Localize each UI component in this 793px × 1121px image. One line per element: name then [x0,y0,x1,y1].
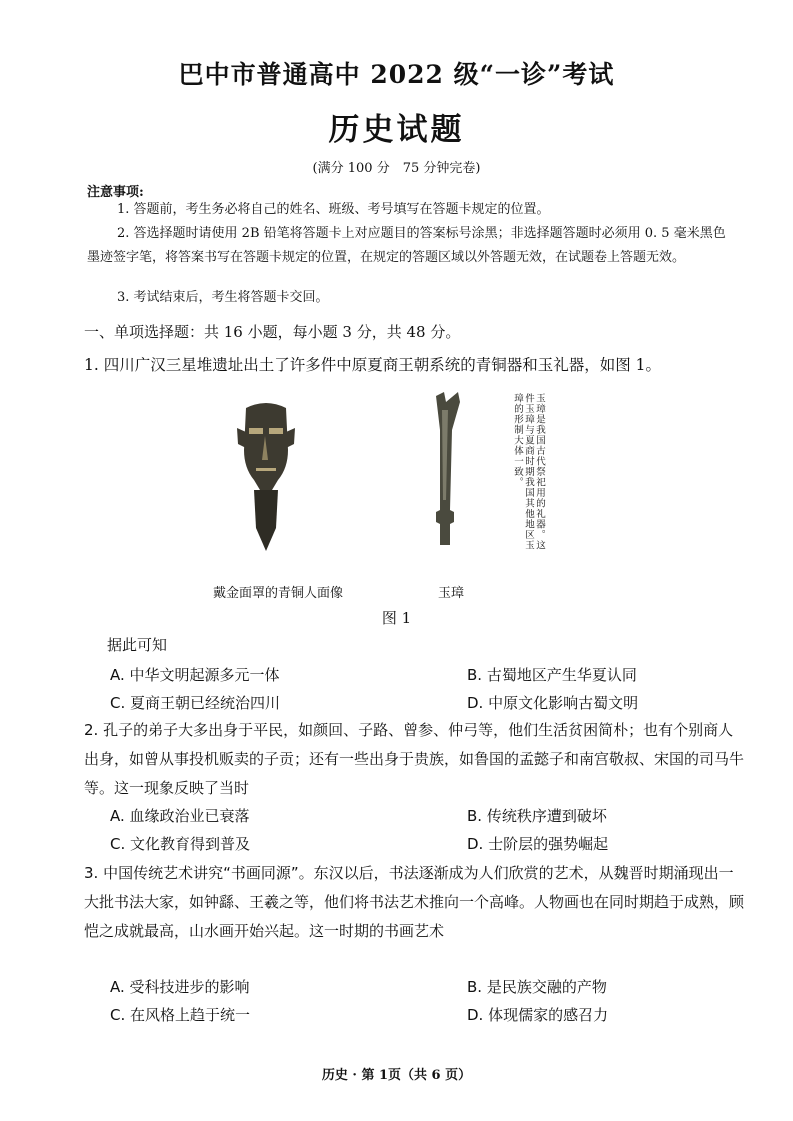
q2-option-b: B. 传统秩序遭到破坏 [467,807,607,825]
section-title: 一、单项选择题：共 16 小题，每小题 3 分，共 48 分。 [84,323,461,341]
figure-caption-zhang: 玉璋 [438,586,465,601]
q1-option-c: C. 夏商王朝已经统治四川 [110,694,281,712]
q2-option-a: A. 血缘政治业已衰落 [110,807,250,825]
note-item-3: 3. 考试结束后，考生将答题卡交回。 [117,290,329,305]
jade-zhang-figure [428,390,468,550]
q1-option-b: B. 古蜀地区产生华夏认同 [467,666,637,684]
q1-option-d: D. 中原文化影响古蜀文明 [467,694,639,712]
exam-title: 巴中市普通高中 2022 级“一诊”考试 [178,60,615,89]
q2-option-c: C. 文化教育得到普及 [110,835,251,853]
page-footer: 历史 · 第 1页（共 6 页） [321,1068,472,1083]
bronze-mask-figure [232,398,300,553]
q3-option-b: B. 是民族交融的产物 [467,978,607,996]
exam-subtitle: (满分 100 分 75 分钟完卷) [312,161,481,176]
q3-option-a: A. 受科技进步的影响 [110,978,250,996]
question-1-stem: 1. 四川广汉三星堆遗址出土了许多件中原夏商王朝系统的青铜器和玉礼器，如图 1。 [84,356,662,374]
question-3-stem: 3. 中国传统艺术讲究“书画同源”。东汉以后，书法逐渐成为人们欣赏的艺术，从魏晋时期涌现出一大批书法大家，如钟繇、王羲之等，他们将书法艺术推向一个高峰。人物画也在同时期趋于成熟，顾恺之成就最高，山水画开始兴起。这一时期的书画艺术 [84,864,745,940]
subject-title: 历史试题 [328,112,465,148]
jade-blade-icon [428,390,468,550]
jade-side-note: 玉璋是我国古代祭祀用的礼器。这件玉璋与夏商时期我国其他地区玉璋的形制大体一致。 [512,393,545,551]
note-item-1: 1. 答题前，考生务必将自己的姓名、班级、考号填写在答题卡规定的位置。 [117,202,550,217]
q1-option-a: A. 中华文明起源多元一体 [110,666,280,684]
figure-label: 图 1 [381,609,412,627]
q2-option-d: D. 士阶层的强势崛起 [467,835,609,853]
q3-option-c: C. 在风格上趋于统一 [110,1006,251,1024]
notes-heading: 注意事项: [87,185,144,200]
bronze-head-icon [232,398,300,553]
q3-option-d: D. 体现儒家的感召力 [467,1006,609,1024]
question-2-stem: 2. 孔子的弟子大多出身于平民，如颜回、子路、曾参、仲弓等，他们生活贫困简朴；也有个别商人出身，如曾从事投机贩卖的子贡；还有一些出身于贵族，如鲁国的孟懿子和南宫敬叔、宋国的司马牛等。这一现象反映了当时 [84,721,745,797]
note-item-2: 2. 答选择题时请使用 2B 铅笔将答题卡上对应题目的答案标号涂黑；非选择题答题时必须用 0. 5 毫米黑色墨迹签字笔，将答案书写在答题卡规定的位置，在规定的答题区域以外答题无效，在试题卷上答题无效。 [87,226,726,265]
question-1-lead: 据此可知 [107,636,168,654]
figure-caption-mask: 戴金面罩的青铜人面像 [213,586,344,601]
